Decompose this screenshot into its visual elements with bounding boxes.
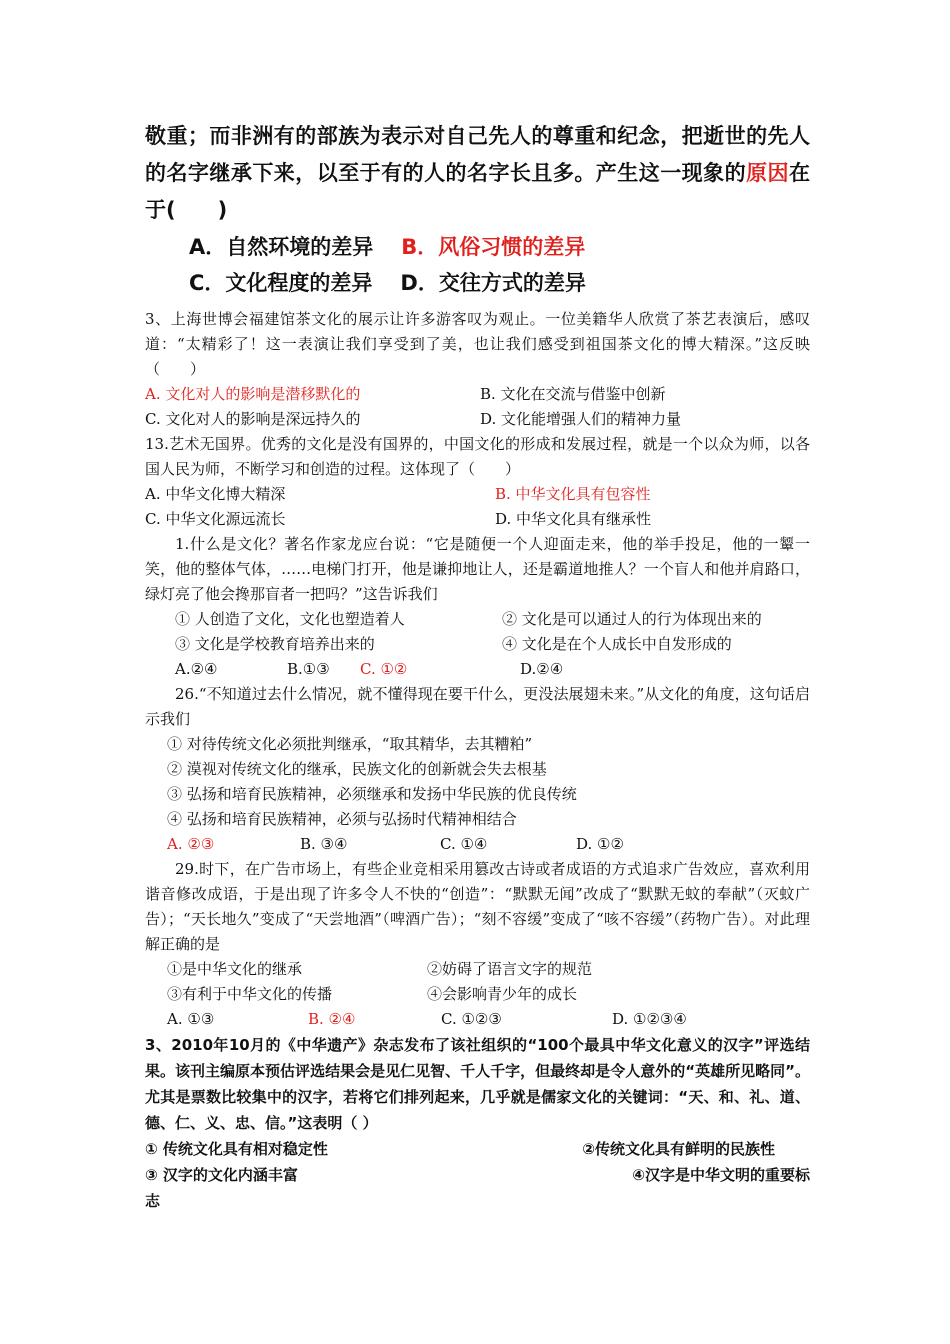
question-26-statement-1: ① 对待传统文化必须批判继承，“取其精华，去其糟粕”: [167, 735, 533, 753]
option-c: C. ①④: [440, 835, 488, 853]
question-29-statements-row2: [145, 982, 810, 1007]
option-a-answer: A. ②③: [167, 835, 215, 853]
question-names-options-row1: [145, 229, 810, 265]
option-d: D. ①②③④: [612, 1010, 687, 1028]
question-13-options-row2: [145, 507, 810, 532]
question-names-stem: [145, 118, 810, 229]
question-hanzi-statements-row1: [145, 1136, 810, 1162]
statement-2: ② 文化是可以通过人的行为体现出来的: [502, 610, 762, 628]
question-26-statement-2: ② 漠视对传统文化的继承，民族文化的创新就会失去根基: [167, 760, 547, 778]
question-names-text: 敬重；而非洲有的部族为表示对自己先人的尊重和纪念，把逝世的先人的名字继承下来，以至于有的人的名字长且多。产生这一现象的: [145, 124, 810, 185]
statement-3: ③ 汉字的文化内涵丰富: [145, 1166, 298, 1184]
question-names-options-row2: [145, 265, 810, 301]
statement-1: ① 传统文化具有相对稳定性: [145, 1140, 328, 1158]
question-29-options: [145, 1007, 810, 1032]
question-29-stem: 29.时下，在广告市场上，有些企业竞相采用篡改古诗或者成语的方式追求广告效应，喜欢利用谐音修改成语，于是出现了许多令人不快的“创造”：“默默无闻”改成了“默默无蚊的奉献”（灭蚊广告）；“天长地久”变成了“天尝地酒”（啤酒广告）；“刻不容缓”变成了“咳不容缓”（药物广告）。对此理解正确的是: [145, 860, 810, 953]
question-26-stem: 26.“不知道过去什么情况，就不懂得现在要干什么，更没法展翅未来。”从文化的角度，这句话启示我们: [145, 685, 810, 728]
question-1-options: [145, 657, 810, 682]
option-b: B. ③④: [300, 835, 348, 853]
question-names-highlight: 原因: [746, 161, 790, 185]
question-26-statement-3: ③ 弘扬和培育民族精神，必须继承和发扬中华民族的优良传统: [167, 785, 577, 803]
option-d: D. 文化能增强人们的精神力量: [480, 410, 682, 428]
question-tea-stem: 3、上海世博会福建馆茶文化的展示让许多游客叹为观止。一位美籍华人欣赏了茶艺表演后，感叹道：“太精彩了！这一表演让我们享受到了美，也让我们感受到祖国茶文化的博大精深。”这反映（ ）: [145, 310, 810, 378]
question-26-options: [145, 832, 810, 857]
option-b-answer: B. ②④: [308, 1010, 356, 1028]
statement-2: ②妨碍了语言文字的规范: [427, 960, 593, 978]
option-a: A. ①③: [167, 1010, 215, 1028]
question-26-statement-4: ④ 弘扬和培育民族精神，必须与弘扬时代精神相结合: [167, 810, 517, 828]
option-d: D.②④: [520, 660, 564, 678]
statement-1: ①是中华文化的继承: [167, 960, 303, 978]
question-1-statements-row1: [145, 607, 810, 632]
option-a: A. 中华文化博大精深: [145, 485, 286, 503]
statement-4: ④会影响青少年的成长: [427, 985, 578, 1003]
question-1-statements-row2: [145, 632, 810, 657]
option-c: C. ①②③: [441, 1010, 502, 1028]
option-c: C. 文化对人的影响是深远持久的: [145, 410, 361, 428]
option-c: C．文化程度的差异: [189, 271, 373, 295]
statement-3: ③有利于中华文化的传播: [167, 985, 333, 1003]
statement-3: ③ 文化是学校教育培养出来的: [175, 635, 375, 653]
question-tea-options-row1: [145, 382, 810, 407]
statement-1: ① 人创造了文化，文化也塑造着人: [175, 610, 405, 628]
question-13-options-row1: [145, 482, 810, 507]
question-hanzi-statements-row2: [145, 1162, 810, 1188]
question-1-stem: 1.什么是文化？著名作家龙应台说：“它是随便一个人迎面走来，他的举手投足，他的一颦一笑，他的整体气体，……电梯门打开，他是谦抑地让人，还是霸道地推人？一个盲人和他并肩路口，绿灯亮了他会搀那盲者一把吗？”这告诉我们: [145, 535, 810, 603]
option-b: B. 文化在交流与借鉴中创新: [480, 385, 666, 403]
option-a-answer: A. 文化对人的影响是潜移默化的: [145, 385, 361, 403]
question-29-statements-row1: [145, 957, 810, 982]
document-page: [145, 118, 810, 1214]
question-names-bracket: 在于( ): [145, 161, 811, 222]
question-hanzi-statement-4-continuation: 志: [145, 1192, 161, 1210]
option-b-answer: B．风俗习惯的差异: [401, 235, 586, 259]
statement-4: ④汉字是中华文明的重要标: [632, 1166, 810, 1184]
statement-4: ④ 文化是在个人成长中自发形成的: [502, 635, 732, 653]
option-c-answer: C. ①②: [360, 660, 408, 678]
question-tea-options-row2: [145, 407, 810, 432]
statement-2: ②传统文化具有鲜明的民族性: [582, 1140, 775, 1158]
option-d: D．交往方式的差异: [400, 271, 586, 295]
option-c: C. 中华文化源远流长: [145, 510, 286, 528]
option-d: D. 中华文化具有继承性: [495, 510, 652, 528]
option-a: A.②④: [175, 660, 218, 678]
option-b-answer: B. 中华文化具有包容性: [495, 485, 651, 503]
option-b: B.①③: [287, 660, 330, 678]
option-d: D. ①②: [576, 835, 624, 853]
option-a: A．自然环境的差异: [189, 235, 374, 259]
question-hanzi-stem: 3、2010年10月的《中华遗产》杂志发布了该社组织的“100个最具中华文化意义的汉字”评选结果。该刊主编原本预估评选结果会是见仁见智、千人千字，但最终却是令人意外的“英雄所见略同”。尤其是票数比较集中的汉字，若将它们排列起来，几乎就是儒家文化的关键词：“天、和、礼、道、德、仁、义、忠、信。”这表明（ ）: [145, 1036, 810, 1132]
question-13-stem: 13.艺术无国界。优秀的文化是没有国界的，中国文化的形成和发展过程，就是一个以众为师，以各国人民为师，不断学习和创造的过程。这体现了（ ）: [145, 435, 810, 478]
